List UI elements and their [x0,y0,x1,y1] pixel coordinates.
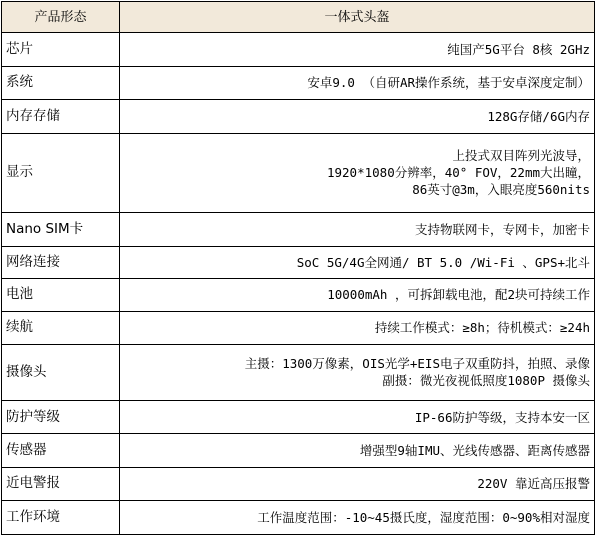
row-value [120,500,595,534]
header-label-product-form: 产品形态 [2,2,120,33]
row-value [120,401,595,434]
value-line: 220V 靠近高压报警 [477,476,590,492]
value-line: 上投式双目阵列光波导， [452,148,590,164]
value-line: 1920*1080分辨率，40° FOV，22mm大出瞳， [326,165,590,181]
spec-table [1,1,595,535]
header-row [2,2,595,33]
row-value [120,434,595,468]
row-value [120,311,595,344]
row-value [120,344,595,401]
row-value [120,133,595,212]
row-value [120,33,595,67]
header-value-product-form: 一体式头盔 [120,2,595,33]
row-value [120,468,595,501]
row-display [2,133,595,212]
row-label: 传感器 [2,434,120,468]
row-label: 系统 [2,66,120,99]
row-battery [2,278,595,311]
row-nano-sim [2,212,595,246]
value-line: 副摄：微光夜视低照度1080P 摄像头 [382,373,590,389]
row-value [120,99,595,133]
row-label: 电池 [2,278,120,311]
row-label: 芯片 [2,33,120,67]
row-protection [2,401,595,434]
row-memory-storage [2,99,595,133]
row-label: 续航 [2,311,120,344]
value-line: 工作温度范围：-10~45摄氏度，湿度范围：0~90%相对湿度 [257,509,590,525]
row-label: 工作环境 [2,500,120,534]
value-line: 86英寸@3m，入眼亮度560nits [412,182,590,198]
value-line: 纯国产5G平台 8核 2GHz [447,41,590,57]
row-network [2,246,595,278]
value-line: 10000mAh ，可拆卸载电池，配2块可持续工作 [327,287,590,303]
value-line: IP-66防护等级，支持本安一区 [414,409,590,425]
value-line: 安卓9.0 （自研AR操作系统，基于安卓深度定制） [307,75,590,91]
value-line: 主摄：1300万像素，OIS光学+EIS电子双重防抖，拍照、录像 [244,356,590,372]
row-system [2,66,595,99]
row-electric-alarm [2,468,595,501]
row-chip [2,33,595,67]
row-sensors [2,434,595,468]
row-label: 防护等级 [2,401,120,434]
row-label: 近电警报 [2,468,120,501]
row-label: 网络连接 [2,246,120,278]
value-line: SoC 5G/4G全网通/ BT 5.0 /Wi-Fi 、GPS+北斗 [296,254,590,270]
row-camera [2,344,595,401]
row-label: Nano SIM卡 [2,212,120,246]
value-line: 持续工作模式：≥8h；待机模式：≥24h [374,320,590,336]
row-value [120,66,595,99]
value-line: 128G存储/6G内存 [487,108,590,124]
row-value [120,246,595,278]
row-endurance [2,311,595,344]
row-label: 显示 [2,133,120,212]
row-value [120,278,595,311]
row-environment [2,500,595,534]
value-line: 增强型9轴IMU、光线传感器、距离传感器 [359,443,590,459]
row-value [120,212,595,246]
row-label: 内存存储 [2,99,120,133]
value-line: 支持物联网卡，专网卡，加密卡 [414,221,590,237]
row-label: 摄像头 [2,344,120,401]
